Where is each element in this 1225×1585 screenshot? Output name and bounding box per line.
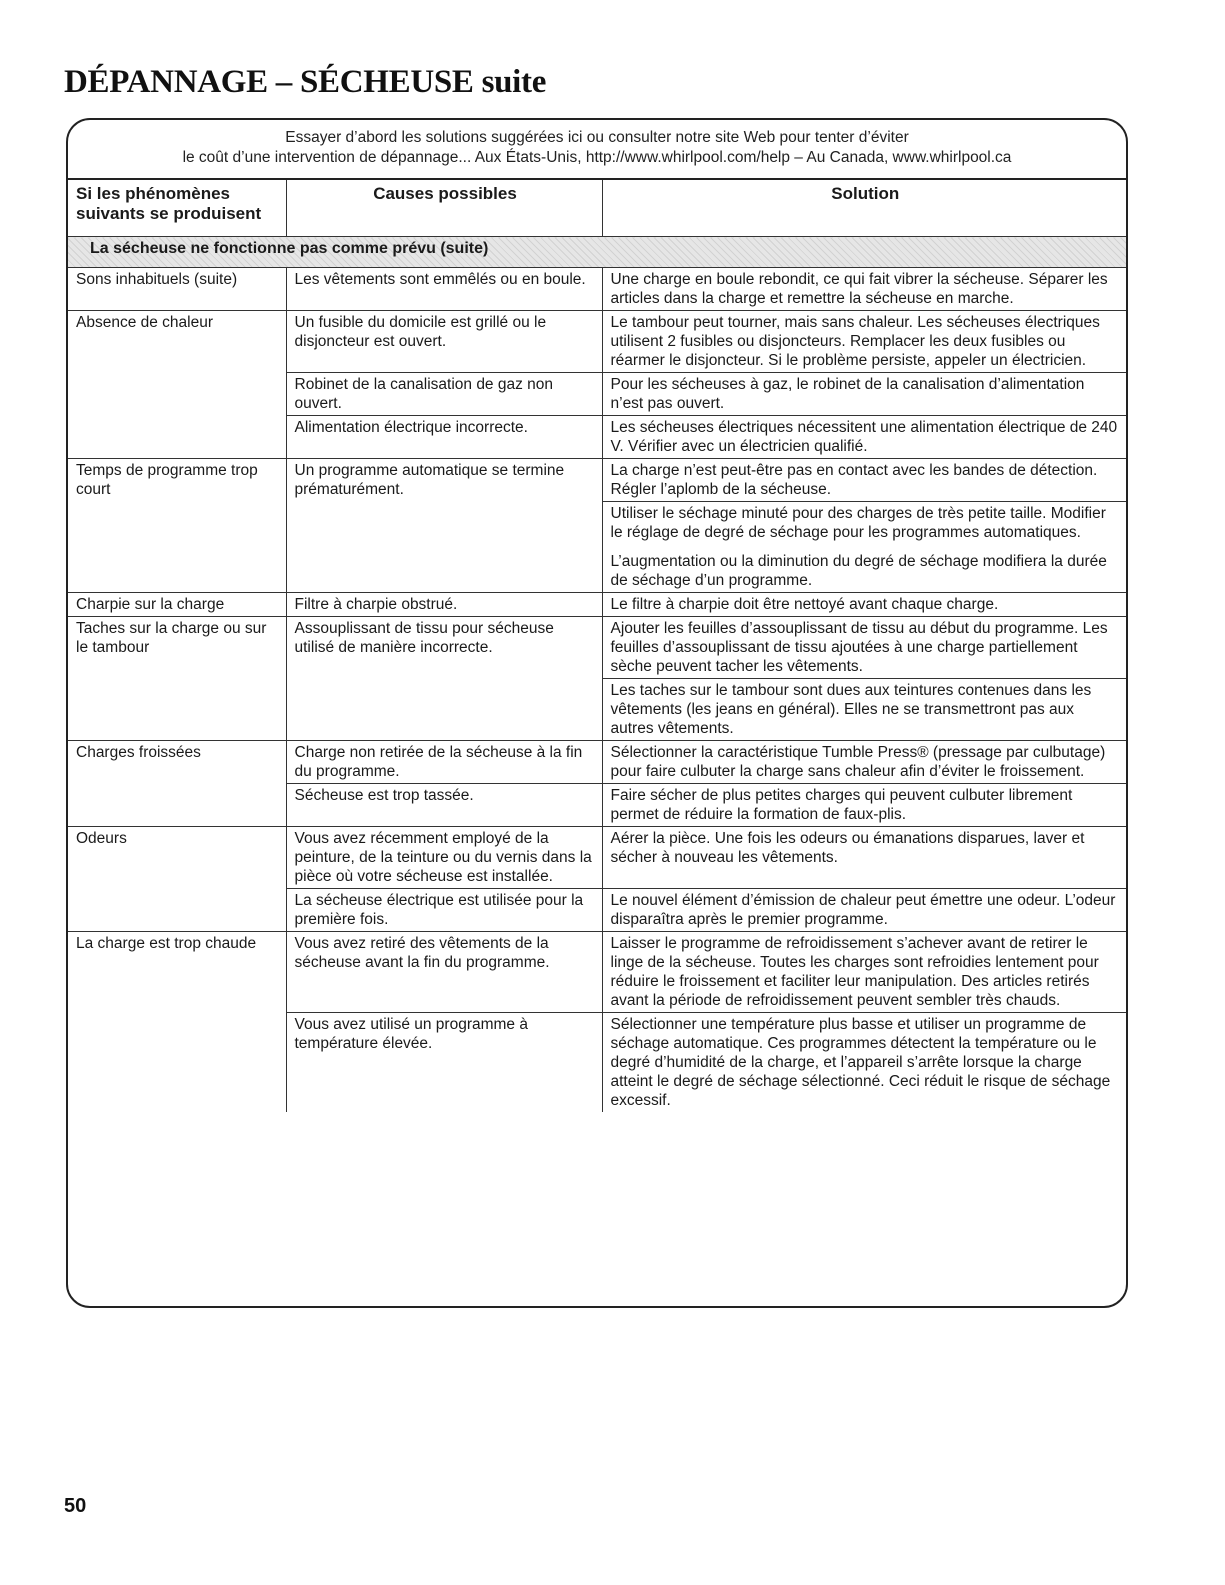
table-row bbox=[68, 617, 1126, 679]
solution-cell: Pour les sécheuses à gaz, le robinet de la canalisation d’alimentation n’est pas ouvert. bbox=[602, 373, 1126, 416]
solution-paragraph: L’augmentation ou la diminution du degré de séchage modifiera la durée de séchage d’un programme. bbox=[610, 553, 1107, 589]
solution-cell: Faire sécher de plus petites charges qui peuvent culbuter librement permet de réduire la formation de faux-plis. bbox=[602, 784, 1126, 827]
cause-cell: Vous avez utilisé un programme à température élevée. bbox=[286, 1013, 602, 1113]
troubleshooting-table bbox=[68, 178, 1126, 1112]
troubleshooting-box bbox=[66, 118, 1128, 1308]
cause-cell: Vous avez retiré des vêtements de la sécheuse avant la fin du programme. bbox=[286, 932, 602, 1013]
table-row bbox=[68, 311, 1126, 373]
symptom-cell: Charpie sur la charge bbox=[68, 593, 286, 617]
cause-cell: Vous avez récemment employé de la peinture, de la teinture ou du vernis dans la pièce où votre sécheuse est installée. bbox=[286, 827, 602, 889]
symptom-cell: Sons inhabituels (suite) bbox=[68, 268, 286, 311]
solution-cell: Le filtre à charpie doit être nettoyé avant chaque charge. bbox=[602, 593, 1126, 617]
cause-cell: Filtre à charpie obstrué. bbox=[286, 593, 602, 617]
section-banner-row bbox=[68, 237, 1126, 268]
solution-cell: Les sécheuses électriques nécessitent une alimentation électrique de 240 V. Vérifier avec un électricien qualifié. bbox=[602, 416, 1126, 459]
symptom-cell: Absence de chaleur bbox=[68, 311, 286, 459]
table-row bbox=[68, 268, 1126, 311]
solution-cell: Le tambour peut tourner, mais sans chaleur. Les sécheuses électriques utilisent 2 fusibles ou disjoncteurs. Remplacer les deux fusibles ou réarmer le disjoncteur. Si le problème persiste, appeler un électricien. bbox=[602, 311, 1126, 373]
cause-cell: Un programme automatique se termine prématurément. bbox=[286, 459, 602, 593]
cause-cell: Assouplissant de tissu pour sécheuse utilisé de manière incorrecte. bbox=[286, 617, 602, 741]
table-row bbox=[68, 741, 1126, 784]
solution-cell bbox=[602, 502, 1126, 593]
solution-cell: Une charge en boule rebondit, ce qui fait vibrer la sécheuse. Séparer les articles dans la charge et remettre la sécheuse en marche. bbox=[602, 268, 1126, 311]
solution-paragraph: Utiliser le séchage minuté pour des charges de très petite taille. Modifier le réglage de degré de séchage pour les programmes automatiques. bbox=[610, 505, 1106, 541]
cause-cell: Alimentation électrique incorrecte. bbox=[286, 416, 602, 459]
intro-text bbox=[68, 128, 1126, 168]
solution-cell: Le nouvel élément d’émission de chaleur peut émettre une odeur. L’odeur disparaîtra après le premier programme. bbox=[602, 889, 1126, 932]
solution-cell: Laisser le programme de refroidissement s’achever avant de retirer le linge de la sécheuse. Toutes les charges sont refroidies lentement pour réduire le froissement et faciliter leur manipulation. Des articles retirés avant la période de refroidissement peuvent sembler très chauds. bbox=[602, 932, 1126, 1013]
solution-cell: Ajouter les feuilles d’assouplissant de tissu au début du programme. Les feuilles d’assouplissant de tissu ajoutées à une charge partiellement sèche peuvent tacher les vêtements. bbox=[602, 617, 1126, 679]
symptom-cell: Taches sur la charge ou sur le tambour bbox=[68, 617, 286, 741]
symptom-cell: La charge est trop chaude bbox=[68, 932, 286, 1113]
solution-cell: Sélectionner la caractéristique Tumble Press® (pressage par culbutage) pour faire culbuter la charge sans chaleur afin d’éviter le froissement. bbox=[602, 741, 1126, 784]
cause-cell: Un fusible du domicile est grillé ou le disjoncteur est ouvert. bbox=[286, 311, 602, 373]
table-row bbox=[68, 932, 1126, 1013]
page-title: DÉPANNAGE – SÉCHEUSE suite bbox=[64, 64, 547, 100]
header-symptom: Si les phénomènes suivants se produisent bbox=[68, 179, 286, 237]
cause-cell: Les vêtements sont emmêlés ou en boule. bbox=[286, 268, 602, 311]
table-row bbox=[68, 459, 1126, 502]
symptom-cell: Odeurs bbox=[68, 827, 286, 932]
intro-line: le coût d’une intervention de dépannage... Aux États-Unis, http://www.whirlpool.com/help – Au Canada, www.whirlpool.ca bbox=[182, 149, 1012, 166]
cause-cell: Sécheuse est trop tassée. bbox=[286, 784, 602, 827]
header-solution: Solution bbox=[602, 179, 1126, 237]
solution-cell: La charge n’est peut-être pas en contact avec les bandes de détection. Régler l’aplomb de la sécheuse. bbox=[602, 459, 1126, 502]
cause-cell: Robinet de la canalisation de gaz non ouvert. bbox=[286, 373, 602, 416]
page-number: 50 bbox=[64, 1495, 87, 1517]
header-causes: Causes possibles bbox=[286, 179, 602, 237]
table-row bbox=[68, 593, 1126, 617]
intro-line: Essayer d’abord les solutions suggérées ici ou consulter notre site Web pour tenter d’éviter bbox=[285, 129, 909, 146]
cause-cell: Charge non retirée de la sécheuse à la fin du programme. bbox=[286, 741, 602, 784]
table-row bbox=[68, 827, 1126, 889]
solution-cell: Aérer la pièce. Une fois les odeurs ou émanations disparues, laver et sécher à nouveau les vêtements. bbox=[602, 827, 1126, 889]
symptom-cell: Charges froissées bbox=[68, 741, 286, 827]
table-header-row bbox=[68, 179, 1126, 237]
cause-cell: La sécheuse électrique est utilisée pour la première fois. bbox=[286, 889, 602, 932]
symptom-cell: Temps de programme trop court bbox=[68, 459, 286, 593]
section-banner: La sécheuse ne fonctionne pas comme prévu (suite) bbox=[68, 237, 1126, 268]
solution-cell: Les taches sur le tambour sont dues aux teintures contenues dans les vêtements (les jeans en général). Elles ne se transmettront pas aux autres vêtements. bbox=[602, 679, 1126, 741]
solution-cell: Sélectionner une température plus basse et utiliser un programme de séchage automatique. Ces programmes détectent la température ou le degré d’humidité de la charge, et l’appareil s’arrête lorsque la charge atteint le degré de séchage sélectionné. Ceci réduit le risque de séchage excessif. bbox=[602, 1013, 1126, 1113]
